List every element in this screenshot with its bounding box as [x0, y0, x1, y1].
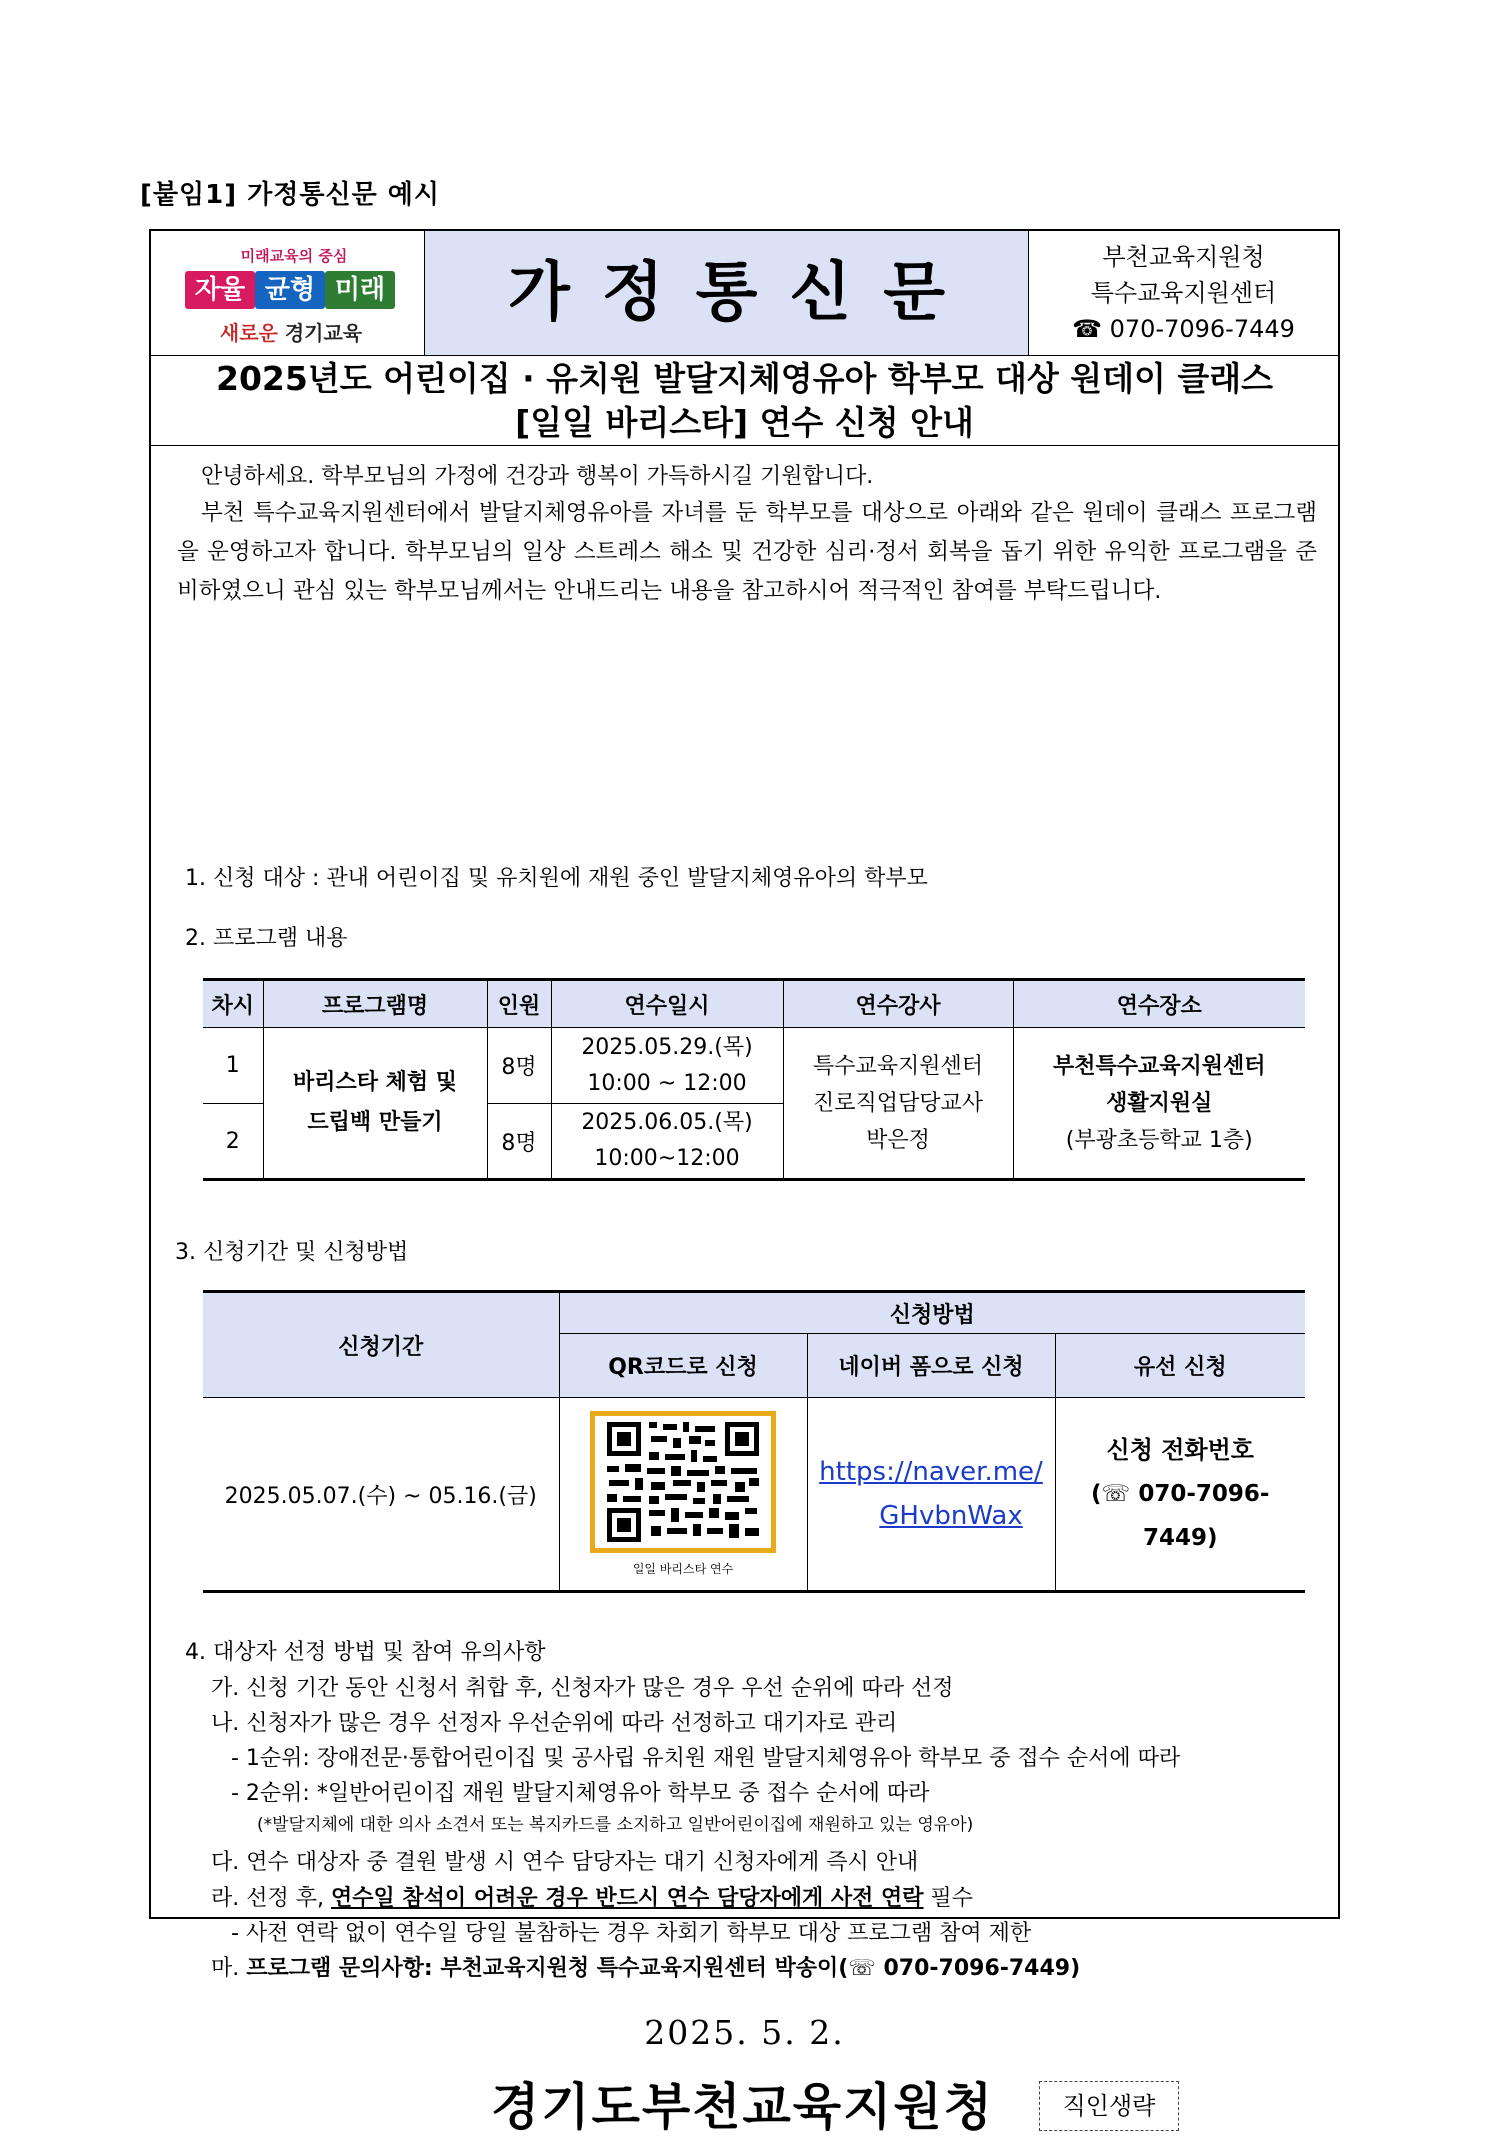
- apply-table: [203, 1290, 1305, 1593]
- place-line1: 부천특수교육지원센터: [1052, 1053, 1266, 1079]
- row2-people: 8명: [487, 1104, 551, 1180]
- th-instructor: 연수강사: [783, 980, 1013, 1028]
- note-ma-emphasis: 프로그램 문의사항: 부천교육지원청 특수교육지원센터 박송이(☏ 070-7096-7449): [246, 1956, 1081, 1981]
- naver-cell: [807, 1398, 1055, 1592]
- section1: 1. 신청 대상 : 관내 어린이집 및 유치원에 재원 중인 발달지체영유아의 학부모: [185, 866, 928, 891]
- greeting: 안녕하세요. 학부모님의 가정에 건강과 행복이 가득하시길 기원합니다.: [201, 464, 874, 489]
- header: [151, 231, 1338, 356]
- qr-code-image: [595, 1416, 771, 1548]
- note-na2: - 2순위: *일반어린이집 재원 발달지체영유아 학부모 중 접수 순서에 따라: [231, 1781, 930, 1806]
- row1-date: 2025.05.29.(목): [581, 1034, 753, 1060]
- instructor-line3: 박은정: [866, 1127, 930, 1153]
- place-line3: (부광초등학교 1층): [1065, 1127, 1253, 1153]
- qr-cell: [559, 1398, 807, 1592]
- subject: [151, 356, 1338, 446]
- row1-datetime: [551, 1028, 783, 1104]
- instructor-line1: 특수교육지원센터: [812, 1053, 984, 1079]
- section4: 4. 대상자 선정 방법 및 참여 유의사항: [185, 1640, 546, 1665]
- place-line2: 생활지원실: [1106, 1090, 1213, 1116]
- place-cell: [1013, 1028, 1305, 1180]
- th-program: 프로그램명: [263, 980, 487, 1028]
- subject-line2: [일일 바리스타] 연수 신청 안내: [515, 403, 974, 442]
- phone-label: 신청 전화번호: [1106, 1436, 1254, 1464]
- section2: 2. 프로그램 내용: [185, 926, 348, 951]
- row1-time: 10:00 ~ 12:00: [587, 1070, 747, 1096]
- org-line1: 부천교육지원청: [1102, 243, 1265, 271]
- program-name: 바리스타 체험 및 드립백 만들기: [263, 1028, 487, 1180]
- naver-link-2[interactable]: GHvbnWax: [879, 1501, 1023, 1531]
- org-phone: ☎ 070-7096-7449: [1072, 315, 1295, 343]
- period-cell: 2025.05.07.(수) ~ 05.16.(금): [203, 1398, 559, 1592]
- note-ma: [211, 1951, 1080, 1982]
- subject-line1: 2025년도 어린이집 · 유치원 발달지체영유아 학부모 대상 원데이 클래스: [216, 359, 1273, 398]
- th-datetime: 연수일시: [551, 980, 783, 1028]
- logo-word-2: 균형: [255, 271, 325, 309]
- note-ra1: - 사전 연락 없이 연수일 당일 불참하는 경우 차회기 학부모 대상 프로그램 참여 제한: [231, 1921, 1032, 1946]
- phone-cell: [1055, 1398, 1305, 1592]
- th-place: 연수장소: [1013, 980, 1305, 1028]
- th-period: 신청기간: [203, 1292, 559, 1398]
- logo-word-1: 자율: [185, 271, 255, 309]
- note-ra: [211, 1881, 973, 1912]
- note-ra-emphasis: 연수일 참석이 어려운 경우 반드시 연수 담당자에게 사전 연락: [330, 1886, 924, 1911]
- th-people: 인원: [487, 980, 551, 1028]
- row2-no: 2: [203, 1104, 263, 1180]
- instructor-line2: 진로직업담당교사: [812, 1090, 984, 1116]
- naver-link-1[interactable]: https://naver.me/: [819, 1457, 1043, 1487]
- th-method: 신청방법: [559, 1292, 1305, 1334]
- intro-paragraph: 부천 특수교육지원센터에서 발달지체영유아를 자녀를 둔 학부모를 대상으로 아래와 같은 원데이 클래스 프로그램을 운영하고자 합니다. 학부모님의 일상 스트레스 해소 및 건강한 심리·정서 회복을 돕기 위한 유익한 프로그램을 준비하였으니 관심 있는 학부모님께서는 안내드리는 내용을 참고하시어 적극적인 참여를 부탁드립니다.: [177, 500, 1317, 604]
- row2-time: 10:00~12:00: [594, 1146, 740, 1171]
- org-info: [1029, 231, 1338, 355]
- th-qr: QR코드로 신청: [559, 1334, 807, 1398]
- note-da: 다. 연수 대상자 중 결원 발생 시 연수 담당자는 대기 신청자에게 즉시 안내: [211, 1850, 919, 1875]
- section3: 3. 신청기간 및 신청방법: [175, 1240, 409, 1265]
- signature: 경기도부천교육지원청: [491, 2078, 994, 2136]
- note-na2-footnote: (*발달지체에 대한 의사 소견서 또는 복지카드를 소지하고 일반어린이집에 재원하고 있는 영유아): [257, 1815, 974, 1835]
- attachment-label: [붙임1] 가정통신문 예시: [140, 180, 441, 210]
- note-na: 나. 신청자가 많은 경우 선정자 우선순위에 따라 선정하고 대기자로 관리: [211, 1711, 898, 1736]
- phone-number: (☏ 070-7096-7449): [1091, 1481, 1270, 1551]
- qr-code[interactable]: [590, 1411, 776, 1553]
- issue-date: 2025. 5. 2.: [644, 2013, 845, 2052]
- logo-sub-b: 경기교육: [284, 321, 363, 345]
- row2-date: 2025.06.05.(목): [581, 1110, 753, 1135]
- note-ra-pre: 라. 선정 후,: [211, 1886, 331, 1911]
- row1-people: 8명: [487, 1028, 551, 1104]
- logo-tagline: 미래교육의 중심: [240, 247, 348, 265]
- logo-sub-a: 새로운: [219, 321, 278, 345]
- row2-datetime: [551, 1104, 783, 1180]
- logo: [151, 231, 425, 355]
- note-ga: 가. 신청 기간 동안 신청서 취합 후, 신청자가 많은 경우 우선 순위에 따라 선정: [211, 1676, 954, 1701]
- row1-no: 1: [203, 1028, 263, 1104]
- note-ma-pre: 마.: [211, 1956, 247, 1981]
- org-line2: 특수교육지원센터: [1090, 279, 1277, 307]
- note-ra-post: 필수: [923, 1886, 974, 1911]
- logo-word-3: 미래: [325, 271, 395, 309]
- seal-omitted: 직인생략: [1039, 2081, 1179, 2131]
- notice-frame: [149, 229, 1340, 2136]
- page-title: 가정통신문: [425, 231, 1029, 355]
- th-session: 차시: [203, 980, 263, 1028]
- logo-sub: [191, 317, 391, 346]
- instructor-cell: [783, 1028, 1013, 1180]
- th-phone: 유선 신청: [1055, 1334, 1305, 1398]
- logo-words: [185, 267, 395, 313]
- note-na1: - 1순위: 장애전문·통합어린이집 및 공사립 유치원 재원 발달지체영유아 학부모 중 접수 순서에 따라: [231, 1746, 1181, 1771]
- program-table: [203, 978, 1305, 1181]
- qr-caption: 일일 바리스타 연수: [632, 1562, 734, 1576]
- th-naver: 네이버 폼으로 신청: [807, 1334, 1055, 1398]
